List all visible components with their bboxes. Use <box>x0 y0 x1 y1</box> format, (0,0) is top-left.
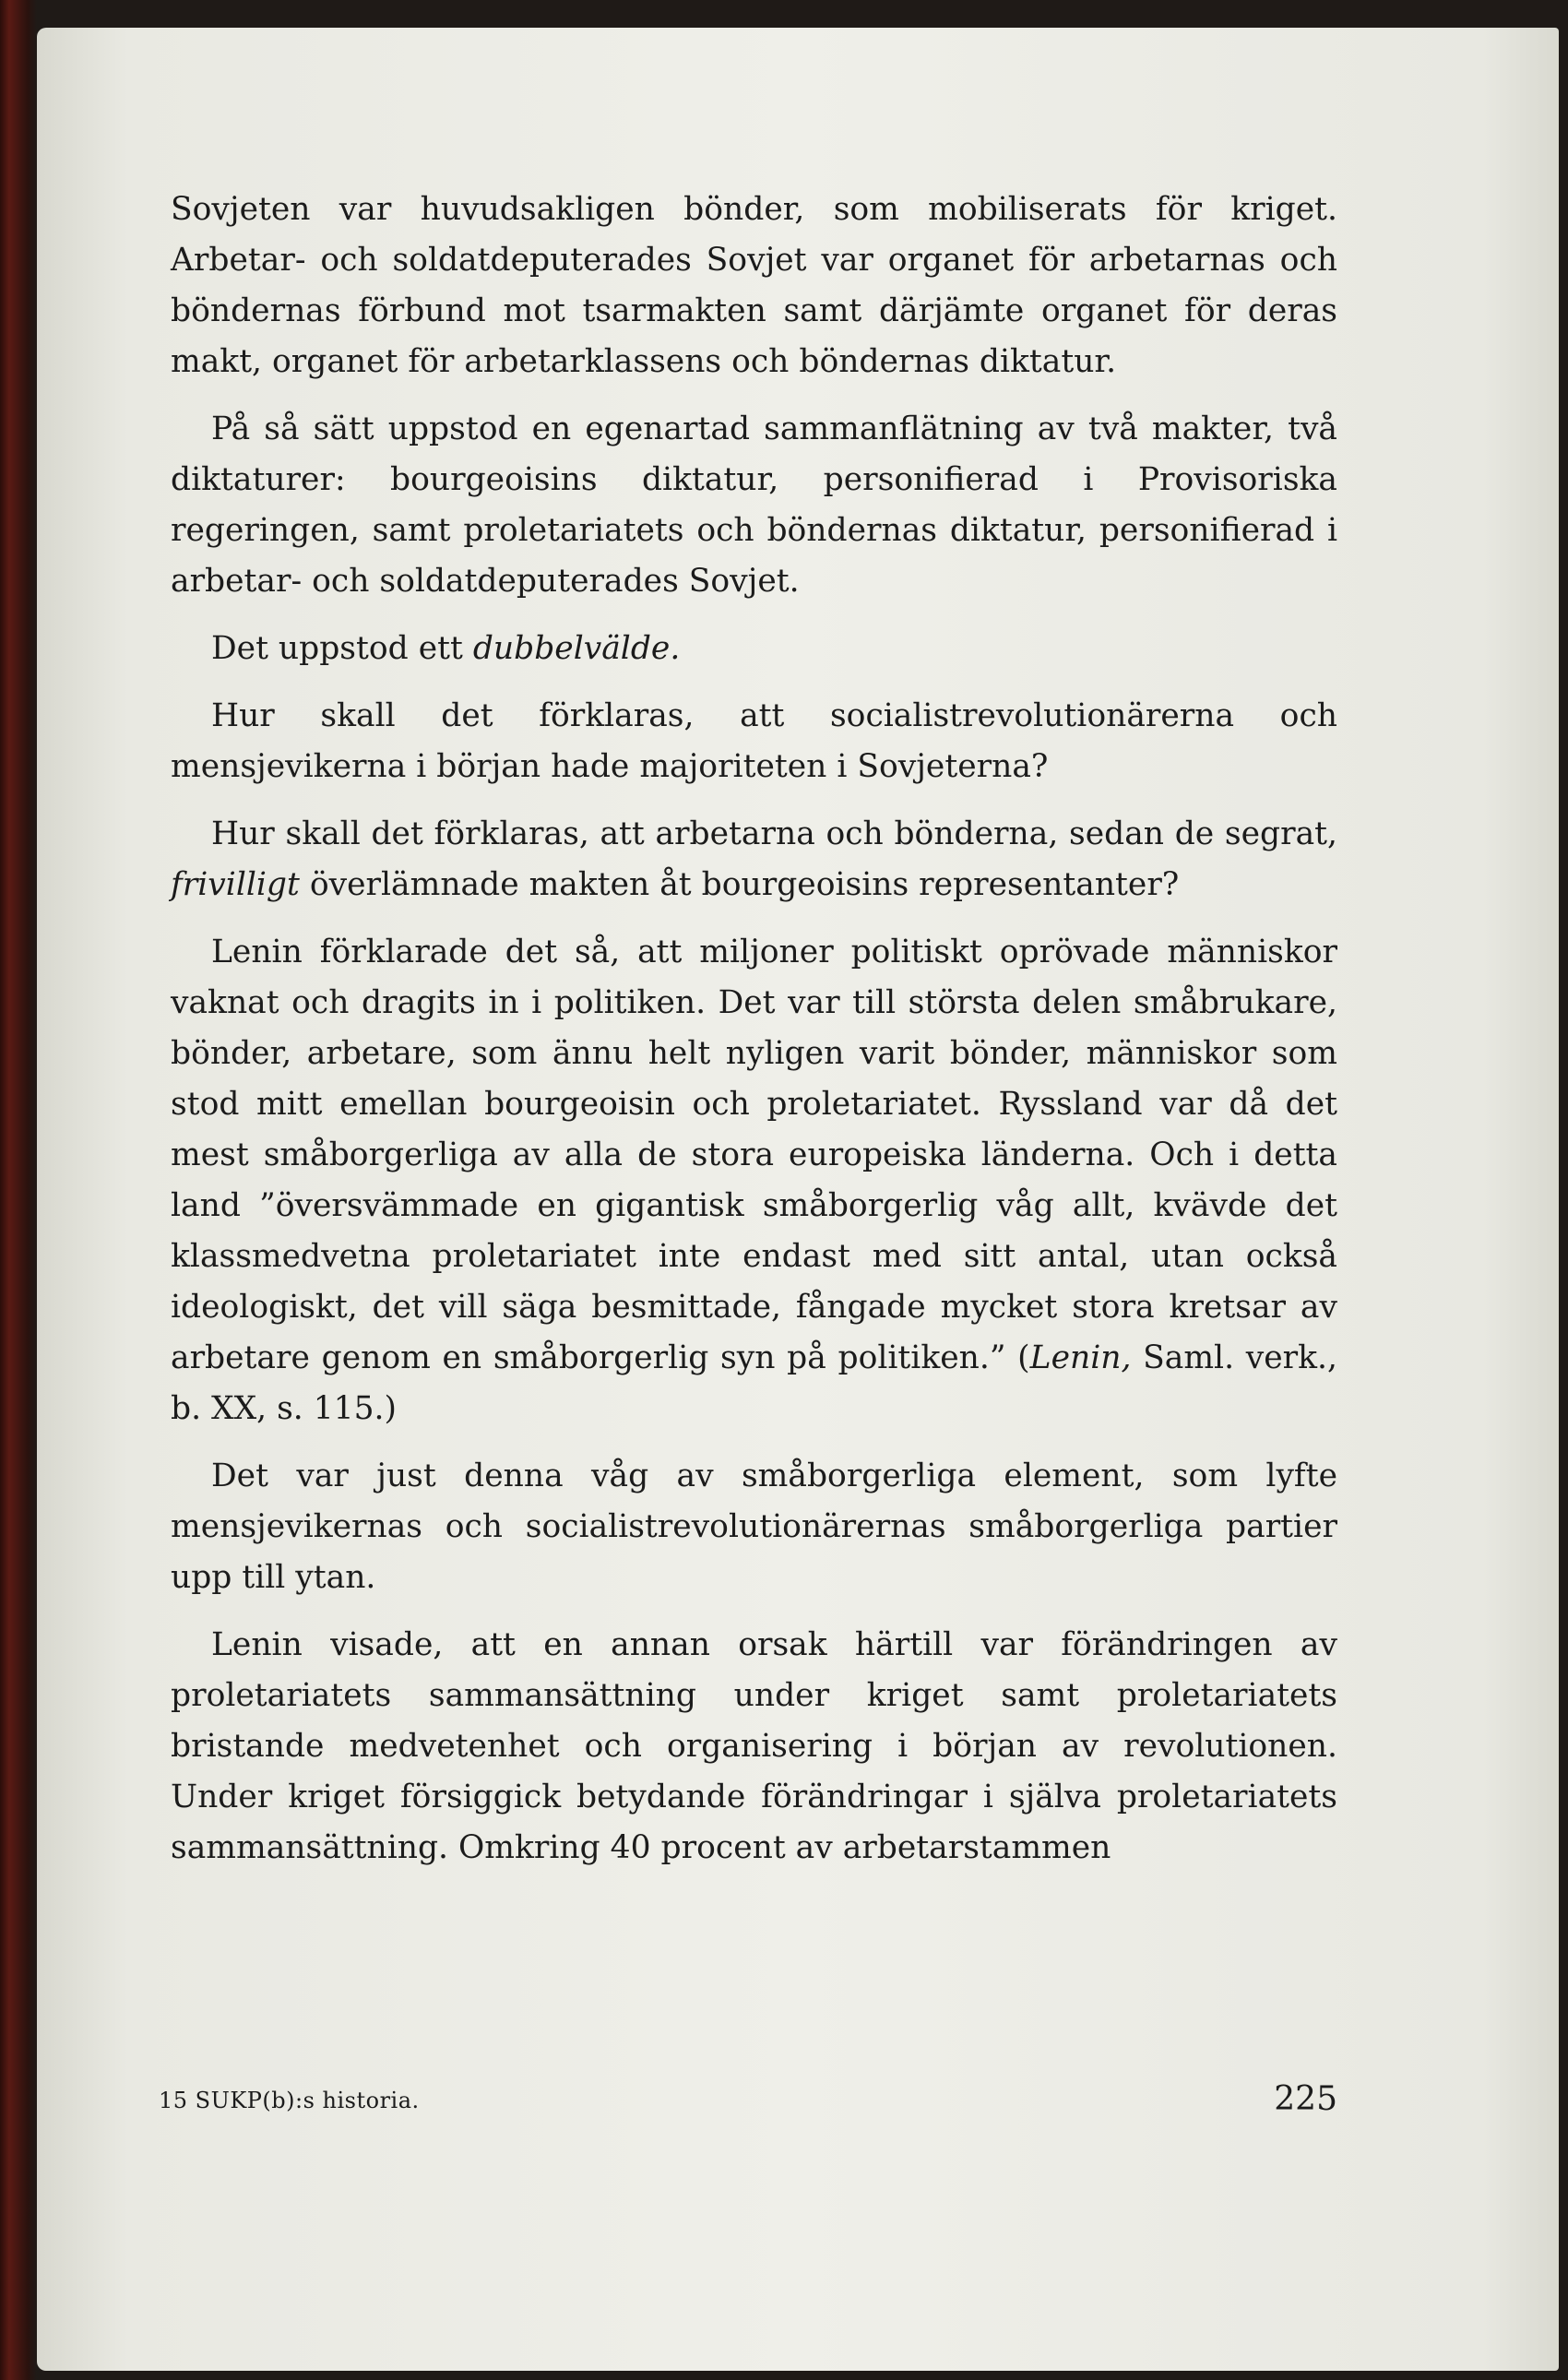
voluntary-after: överlämnade makten åt bourgeoisins representanter? <box>299 866 1180 903</box>
paragraph-lenin-quote <box>171 927 1337 1434</box>
citation-author: Lenin, <box>1029 1339 1132 1376</box>
paragraph: Lenin visade, att en annan orsak härtill var förändringen av proletariatets sammansättning under kriget samt proletariatets bristande medvetenhet och organisering i början av revolutionen. Under kriget försiggick betydande förändringar i själva proletariatets sammansättning. Omkring 40 procent av arbetarstammen <box>171 1626 1337 1866</box>
dual-power-term: dubbelvälde. <box>472 630 681 667</box>
body-text <box>171 184 1337 1890</box>
dual-power-prefix: Det uppstod ett <box>211 630 473 667</box>
paragraph-dual-power <box>171 624 1337 674</box>
printer-signature: 15 SUKP(b):s historia. <box>159 2088 420 2113</box>
citation-open: ( <box>1005 1339 1030 1376</box>
paragraph: Sovjeten var huvudsakligen bönder, som mobiliserats för kriget. Arbetar- och soldatdeputerades Sovjet var organet för arbetarnas och böndernas förbund mot tsarmakten samt därjämte organet för deras makt, organet för arbetarklassens och böndernas diktatur. <box>171 191 1337 380</box>
paragraph: På så sätt uppstod en egenartad sammanflätning av två makter, två diktaturer: bourgeoisins diktatur, personifierad i Provisoriska regeringen, samt proletariatets och böndernas diktatur, personifierad i arbetar- och soldatdeputerades Sovjet. <box>171 411 1337 600</box>
quote-text: Lenin förklarade det så, att miljoner politiskt oprövade människor vaknat och dragits in i politiken. Det var till största delen småbrukare, bönder, arbetare, som ännu helt nyligen varit bönder, människor som stod mitt emellan bourgeoisin och proletariatet. Ryssland var då det mest småborgerliga av alla de stora europeiska länderna. Och i detta land ”översvämmade en gigantisk småborgerlig våg allt, kvävde det klassmedvetna proletariatet inte endast med sitt antal, utan också ideologiskt, det vill säga besmittade, fångade mycket stora kretsar av arbetare genom en småborgerlig syn på politiken.” <box>171 934 1337 1376</box>
voluntary-before: Hur skall det förklaras, att arbetarna och bönderna, sedan de segrat, <box>211 815 1337 852</box>
page-number: 225 <box>1274 2080 1337 2118</box>
voluntary-term: frivilligt <box>171 866 300 903</box>
paragraph: Det var just denna våg av småborgerliga element, som lyfte mensjevikernas och socialistrevolutionärernas småborgerliga partier upp till ytan. <box>171 1458 1337 1596</box>
citation-rest: Saml. verk., b. XX, s. 115.) <box>171 1339 1337 1427</box>
paragraph-voluntary <box>171 809 1337 910</box>
paragraph: Hur skall det förklaras, att socialistrevolutionärerna och mensjevikerna i början hade majoriteten i Sovjeterna? <box>171 697 1337 785</box>
